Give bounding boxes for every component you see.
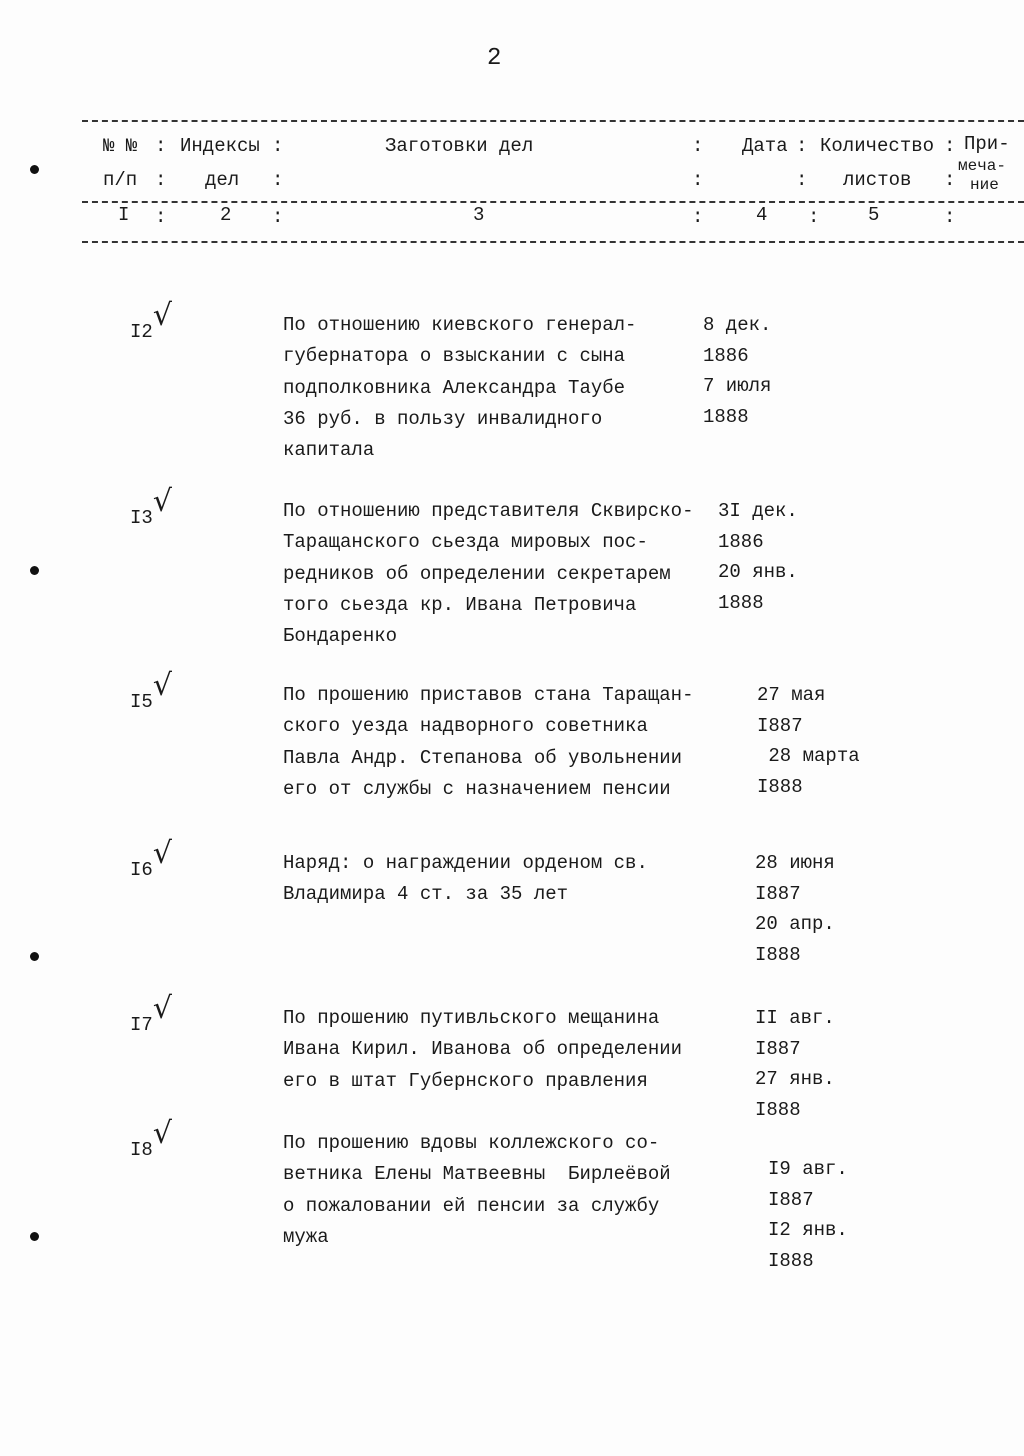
description-line: ветника Елены Матвеевны Бирлеёвой — [283, 1163, 671, 1186]
description-line: того сьезда кр. Ивана Петровича — [283, 593, 637, 616]
description-line: редников об определении секретарем — [283, 562, 671, 585]
header-index-sub: дел — [205, 169, 240, 191]
description-line: Бондаренко — [283, 625, 398, 648]
date-line: 7 июля — [703, 375, 772, 397]
header-count-sub: листов — [843, 169, 912, 191]
description-line: его в штат Губернского правления — [283, 1069, 648, 1092]
date-line: 1888 — [718, 591, 764, 614]
date-line: I888 — [755, 1098, 801, 1121]
divider — [82, 201, 1024, 203]
date-line: II авг. — [755, 1007, 835, 1029]
entry-number: I7√ — [130, 991, 172, 1036]
page-number: 2 — [487, 45, 502, 72]
entry-number: I6√ — [130, 836, 172, 881]
entry-description — [283, 848, 648, 911]
col-num-2: 2 — [220, 204, 232, 226]
date-line: 3I дек. — [718, 500, 798, 522]
header-index: Индексы — [180, 135, 260, 157]
date-line: I9 авг. — [768, 1158, 848, 1180]
entry-dates — [768, 1154, 848, 1276]
date-line: 20 янв. — [718, 561, 798, 583]
check-mark-icon: √ — [152, 836, 172, 871]
punch-hole — [30, 566, 39, 575]
col-num-5: 5 — [868, 204, 880, 226]
date-line: I887 — [755, 882, 801, 905]
header-notes-3: ние — [970, 176, 999, 194]
date-line: I887 — [755, 1037, 801, 1060]
date-line: 28 марта — [757, 745, 860, 767]
header-notes-2: меча- — [958, 157, 1007, 175]
date-line: 1886 — [703, 344, 749, 367]
date-line: I888 — [755, 943, 801, 966]
description-line: По прошению вдовы коллежского со- — [283, 1132, 660, 1154]
description-line: мужа — [283, 1225, 329, 1248]
header-number: № № — [103, 135, 138, 157]
description-line: Ивана Кирил. Иванова об определении — [283, 1038, 683, 1061]
description-line: его от службы с назначением пенсии — [283, 777, 671, 800]
col-num-3: 3 — [473, 204, 485, 226]
punch-hole — [30, 1232, 39, 1241]
description-line: о пожаловании ей пенсии за службу — [283, 1194, 660, 1217]
entry-dates — [703, 310, 771, 432]
header-number-sub: п/п — [103, 169, 138, 191]
header-notes: При- — [964, 133, 1010, 155]
entry-number: I8√ — [130, 1116, 172, 1161]
date-line: 1886 — [718, 530, 764, 553]
entry-dates — [718, 496, 798, 618]
entry-number: I5√ — [130, 668, 172, 713]
date-line: 20 апр. — [755, 913, 835, 935]
date-line: 27 мая — [757, 684, 826, 706]
check-mark-icon: √ — [152, 484, 172, 519]
check-mark-icon: √ — [152, 298, 172, 333]
date-line: I2 янв. — [768, 1219, 848, 1241]
date-line: I888 — [757, 775, 803, 798]
check-mark-icon: √ — [152, 668, 172, 703]
header-date: Дата — [742, 135, 788, 157]
divider — [82, 241, 1024, 243]
entry-description — [283, 680, 693, 805]
description-line: По отношению представителя Сквирско- — [283, 500, 694, 522]
entry-description — [283, 310, 636, 466]
entry-number: I2√ — [130, 298, 172, 343]
description-line: По отношению киевского генерал- — [283, 314, 637, 336]
entry-dates — [755, 1003, 835, 1125]
date-line: 8 дек. — [703, 314, 772, 336]
header-title: Заготовки дел — [385, 135, 534, 157]
entry-dates — [755, 848, 835, 970]
description-line: Павла Андр. Степанова об увольнении — [283, 746, 683, 769]
description-line: подполковника Александра Таубе — [283, 376, 626, 399]
check-mark-icon: √ — [152, 1116, 172, 1151]
entry-description — [283, 1128, 671, 1253]
col-num-1: I — [118, 204, 130, 226]
document-page: 2 № № п/п Индексы дел Заготовки дел Дата Количество листов При- меча- ние : : : : : : : : : : I 2 3 4 5 : : : : : I2√ По отношению киевского генерал- губернатора о взыскании с сына подполковника Александра Таубе 36 руб. в пользу инвалидного капитала 8 дек. 1886 7 июля 1888 I3√ По отношению представителя Сквирско- Таращанского сьезда мировых пос- редников об определении секретарем того сьезда кр. Ивана Петровича Бондаренко 3I дек. 1886 20 янв. 1888 I5√ По прошению приставов стана Таращан- ского уезда надворного советника Павла Андр. Степанова об увольнении его от службы с назначением пенсии 27 мая I887 28 марта I888 I6√ Наряд: о награждении орденом св. Владимира 4 ст. за 35 лет 28 июня I887 20 апр. I888 I7√ По прошению путивльского мещанина Ивана Кирил. Иванова об определении его в штат Губернского правления II авг. I887 27 янв. I888 I8√ По прошению вдовы коллежского со- ветника Елены Матвеевны Бирлеёвой о пожаловании ей пенсии за службу мужа I9 авг. I887 I2 янв. I888 — [0, 0, 1024, 1456]
punch-hole — [30, 952, 39, 961]
description-line: По прошению приставов стана Таращан- — [283, 684, 694, 706]
entry-dates — [757, 680, 860, 802]
date-line: 28 июня — [755, 852, 835, 874]
check-mark-icon: √ — [152, 991, 172, 1026]
punch-hole — [30, 165, 39, 174]
date-line: 27 янв. — [755, 1068, 835, 1090]
date-line: I887 — [768, 1188, 814, 1211]
date-line: I887 — [757, 714, 803, 737]
header-count: Количество — [820, 135, 935, 157]
divider — [82, 120, 1024, 122]
entry-number: I3√ — [130, 484, 172, 529]
entry-description — [283, 1003, 682, 1097]
date-line: 1888 — [703, 405, 749, 428]
entry-description — [283, 496, 693, 652]
description-line: Наряд: о награждении орденом св. — [283, 852, 648, 874]
description-line: капитала — [283, 439, 375, 462]
description-line: Владимира 4 ст. за 35 лет — [283, 883, 569, 906]
description-line: 36 руб. в пользу инвалидного — [283, 407, 603, 430]
col-num-4: 4 — [756, 204, 768, 226]
description-line: ского уезда надворного советника — [283, 715, 648, 738]
description-line: Таращанского сьезда мировых пос- — [283, 531, 648, 554]
description-line: губернатора о взыскании с сына — [283, 345, 626, 368]
description-line: По прошению путивльского мещанина — [283, 1007, 660, 1029]
date-line: I888 — [768, 1249, 814, 1272]
